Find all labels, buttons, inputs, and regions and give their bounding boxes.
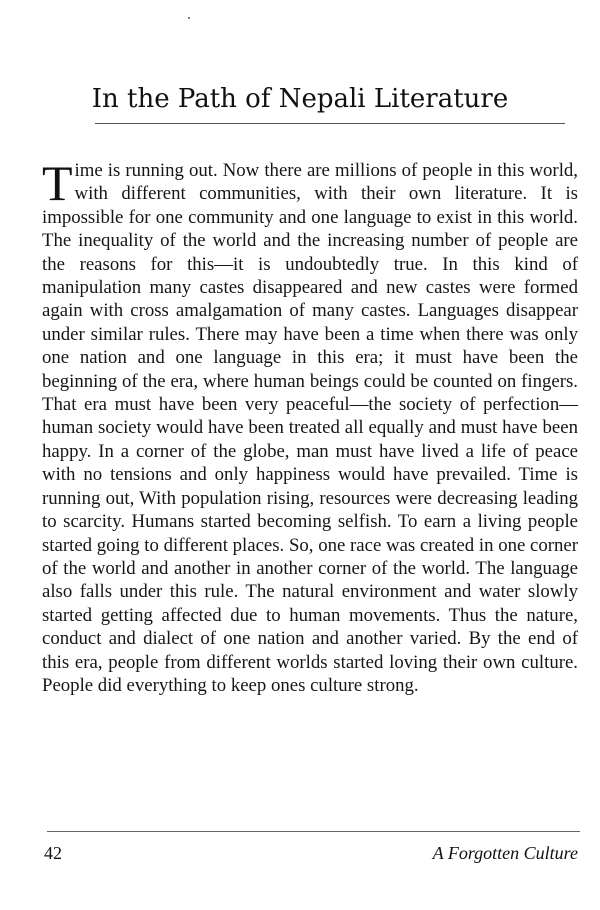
drop-cap: T bbox=[42, 155, 73, 211]
title-rule bbox=[95, 123, 565, 124]
footer-rule bbox=[47, 831, 580, 832]
page-number: 42 bbox=[44, 843, 62, 863]
running-title: A Forgotten Culture bbox=[432, 843, 578, 863]
body-paragraph bbox=[42, 155, 578, 697]
chapter-title: In the Path of Nepali Literature bbox=[91, 84, 509, 114]
body-text: ime is running out. Now there are millions of people in this world, with different communities, with their own literature. It is impossible for one community and one language to exist in this world. The inequality of the world and the increasing number of people are the reasons for this—it is undoubtedly true. In this kind of manipulation many castes disappeared and new castes were formed again with cross amalgamation of many castes. Languages disappear under similar rules. There may have been a time when there was only one nation and one language in this era; it must have been the beginning of the era, where human beings could be counted on fingers. That era must have been very peaceful—the society of perfection—human society would have been treated all equally and must have been happy. In a corner of the globe, man must have lived a life of peace with no tensions and only happiness would have prevailed. Time is running out, With population rising, resources were decreasing leading to scarcity. Humans started becoming selfish. To earn a living people started going to different places. So, one race was created in one corner of the world and another in another corner of the world. The language also falls under this rule. The natural environment and water slowly started getting affected due to human movements. Thus the nature, conduct and dialect of one nation and another varied. By the end of this era, people from different worlds started loving their own culture. People did everything to keep ones culture strong. bbox=[42, 160, 578, 696]
print-speck bbox=[188, 17, 190, 19]
